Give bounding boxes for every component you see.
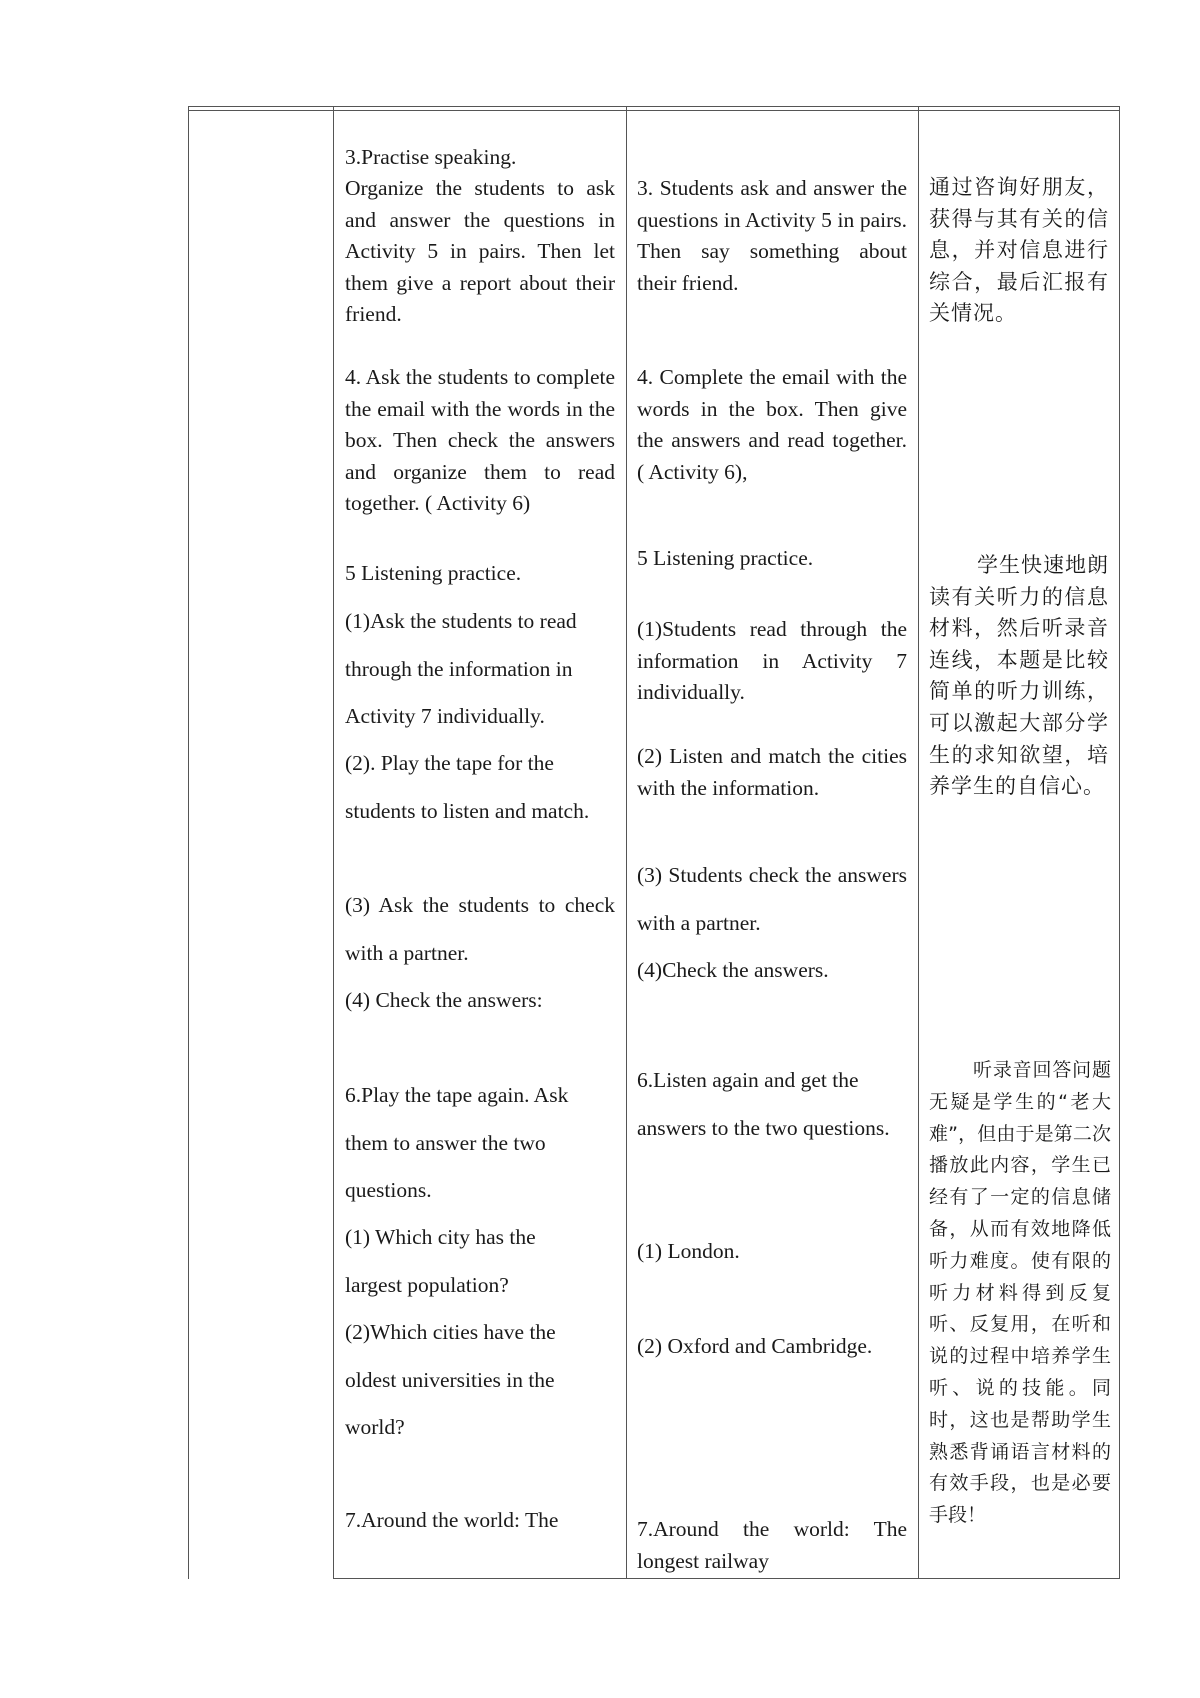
table-right-border (1119, 107, 1120, 1579)
listen-again-text: 6.Listen again and get the answers to the two questions. (637, 1068, 890, 1140)
question-1: (1) Which city has the largest population? (345, 1225, 536, 1297)
listening-step-2: (2). Play the tape for the students to listen and match. (345, 751, 590, 823)
column-divider-2 (626, 107, 627, 1579)
check-partner-text: (3) Students check the answers with a partner. (637, 863, 907, 935)
play-again-text: 6.Play the tape again. Ask them to answer the two questions. (345, 1083, 569, 1202)
column-divider-3 (918, 107, 919, 1579)
complete-email-text: 4. Complete the email with the words in the box. Then give the answers and read together. ( Activity 6), (637, 365, 907, 484)
practise-speaking-text: Organize the students to ask and answer the questions in Activity 5 in pairs. Then let them give a report about their friend. (345, 176, 615, 327)
table-top-border (188, 106, 1120, 111)
answer-1: (1) London. (637, 1239, 740, 1263)
read-through-text: (1)Students read through the information in Activity 7 individually. (637, 617, 907, 705)
practise-speaking-title: 3.Practise speaking. (345, 145, 517, 169)
listening-practice-title: 5 Listening practice. (345, 561, 522, 585)
check-answers-text: (4)Check the answers. (637, 958, 829, 982)
listening-step-1: (1)Ask the students to read through the information in Activity 7 individually. (345, 609, 577, 728)
listening-step-3: (3) Ask the students to check with a partner. (345, 893, 615, 965)
email-task-text: 4. Ask the students to complete the email with the words in the box. Then check the answers and organize them to read together. ( Activity 6) (345, 365, 615, 516)
design-note-3: 听录音回答问题无疑是学生的“老大难”，但由于是第二次播放此内容，学生已经有了一定的信息储备，从而有效地降低听力难度。使有限的听力材料得到反复听、反复用，在听和说的过程中培养学生听、说的技能。同时，这也是帮助学生熟悉背诵语言材料的有效手段，也是必要手段！ (929, 1059, 1111, 1527)
listen-match-text: (2) Listen and match the cities with the information. (637, 744, 907, 800)
around-the-world-text: 7.Around the world: The (345, 1508, 559, 1532)
column-divider-1 (333, 107, 334, 1579)
table-bottom-border (333, 1578, 1120, 1579)
listening-practice-title-2: 5 Listening practice. (637, 546, 814, 570)
question-2: (2)Which cities have the oldest universities in the world? (345, 1320, 556, 1439)
table-left-border (188, 107, 189, 1579)
longest-railway-text: 7.Around the world: The longest railway (637, 1517, 907, 1573)
listening-step-4: (4) Check the answers: (345, 988, 543, 1012)
answer-2: (2) Oxford and Cambridge. (637, 1334, 873, 1358)
students-ask-answer-text: 3. Students ask and answer the questions in Activity 5 in pairs. Then say something about their friend. (637, 176, 907, 295)
design-note-2: 学生快速地朗读有关听力的信息材料，然后听录音连线，本题是比较简单的听力训练，可以激起大部分学生的求知欲望，培养学生的自信心。 (929, 553, 1109, 799)
design-note-1: 通过咨询好朋友，获得与其有关的信息，并对信息进行综合，最后汇报有关情况。 (929, 175, 1109, 326)
